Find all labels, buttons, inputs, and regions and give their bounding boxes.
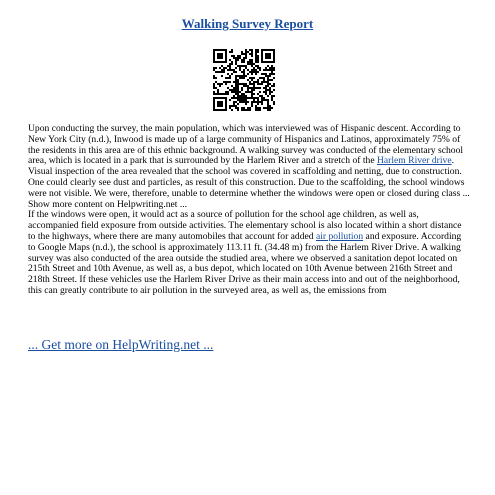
paragraph-1-text: Upon conducting the survey, the main population, which was interviewed was of Hispanic descent. According to New York City (n.d.), Inwood is made up of a large community of Hispanics and Latinos, approximately 75% of the residents in this area are of this ethnic background. A walking survey was conducted of the elementary school area, which is located in a park that is surrounded by the Harlem River and a stretch of the [28, 123, 464, 167]
air-pollution-link[interactable]: air pollution [315, 230, 364, 242]
article-body [28, 124, 470, 297]
paragraph-2 [28, 210, 470, 296]
qr-code-icon [211, 47, 277, 113]
paragraph-2-continued: and exposure. According to Google Maps (n.d.), the school is approximately 113.11 ft. (34.48 m) from the Harlem River Drive. A walking survey was also conducted of the area outside the studied area, where we observed a sanitation depot located on 215th Street and 10th Avenue, as well as, a bus depot, which located on 10th Avenue between 216th Street and 218th Street. If these vehicles use the Harlem River Drive as their main access into and out of the neighborhood, this can greatly contribute to air pollution in the surveyed area, as well as, the emissions from [28, 230, 462, 296]
get-more-link[interactable]: ... Get more on HelpWriting.net ... [28, 337, 214, 352]
page-title-link[interactable]: Walking Survey Report [181, 16, 314, 31]
paragraph-1-continued: . Visual inspection of the area revealed that the school was covered in scaffolding and netting, due to construction. One could clearly see dust and particles, as result of this construction. Due to the scaffolding, the school windows were not visible. We were, therefore, unable to determine whether the windows were open or closed during class ... Show more content on Helpwriting.net ... [28, 155, 470, 210]
paragraph-1 [28, 124, 470, 210]
harlem-river-drive-link[interactable]: Harlem River drive [377, 155, 452, 167]
paragraph-2-text: If the windows were open, it would act as a source of pollution for the school age children, as well as, accompanied field exposure from outside activities. The elementary school is also located within a short distance to the highways, where there are many automobiles that account for added [28, 209, 462, 242]
